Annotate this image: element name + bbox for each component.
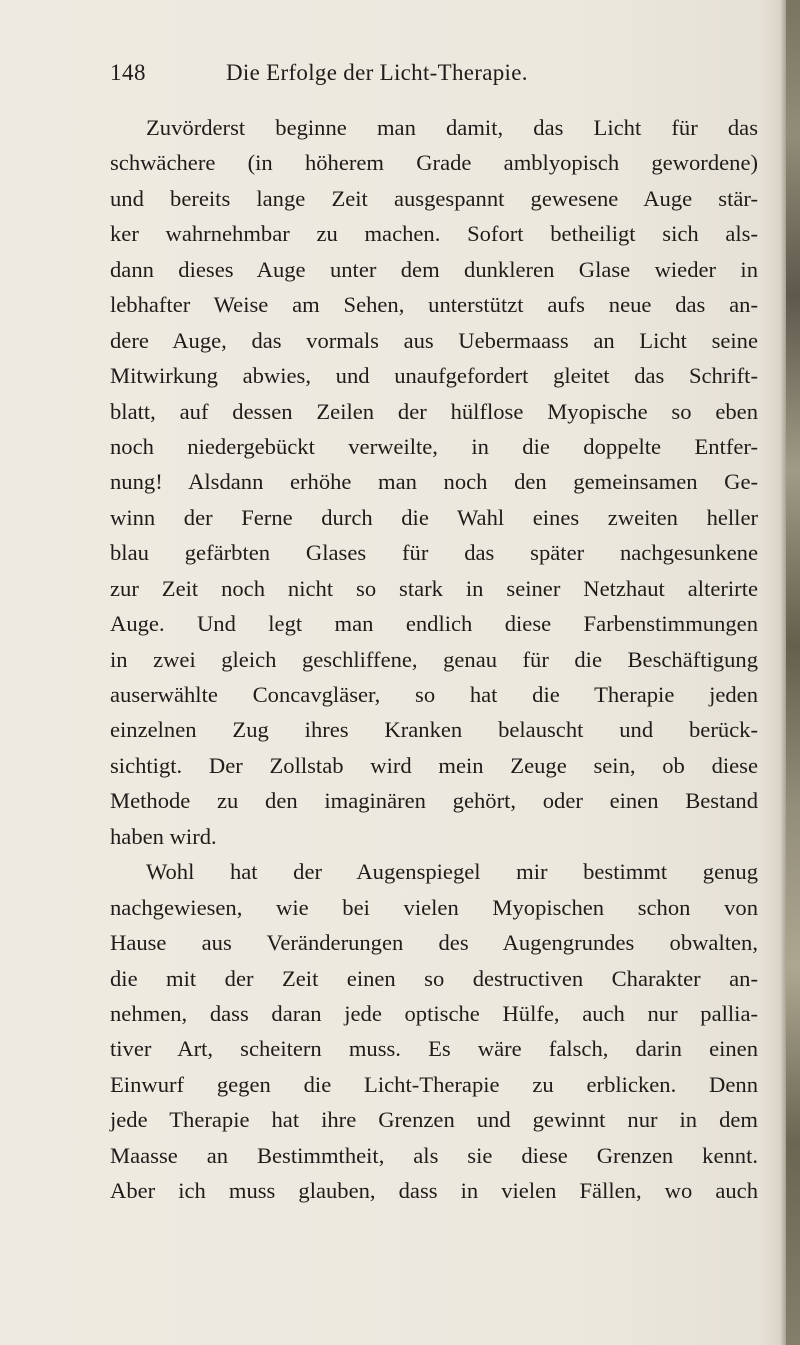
text-line: und bereits lange Zeit ausgespannt gewesene Auge stär-	[110, 185, 758, 211]
text-line: Mitwirkung abwies, und unaufgefordert gleitet das Schrift-	[110, 363, 758, 389]
text-line: dann dieses Auge unter dem dunkleren Glase wieder in	[110, 256, 758, 282]
text-line: Methode zu den imaginären gehört, oder einen Bestand	[110, 788, 758, 814]
body-text	[110, 110, 758, 1209]
text-line: die mit der Zeit einen so destructiven Charakter an-	[110, 965, 758, 991]
text-line: noch niedergebückt verweilte, in die doppelte Entfer-	[110, 433, 758, 459]
text-line: einzelnen Zug ihres Kranken belauscht und berück-	[110, 717, 758, 743]
text-line: Zuvörderst beginne man damit, das Licht für das	[146, 115, 758, 140]
text-line: schwächere (in höherem Grade amblyopisch gewordene)	[110, 150, 758, 176]
text-line: haben wird.	[110, 823, 217, 849]
text-line: Aber ich muss glauben, dass in vielen Fällen, wo auch	[110, 1178, 758, 1204]
text-line: jede Therapie hat ihre Grenzen und gewinnt nur in dem	[110, 1107, 758, 1133]
text-line: Maasse an Bestimmtheit, als sie diese Grenzen kennt.	[110, 1142, 758, 1168]
text-line: Wohl hat der Augenspiegel mir bestimmt genug	[146, 859, 758, 885]
text-line: Einwurf gegen die Licht-Therapie zu erblicken. Denn	[110, 1071, 758, 1097]
text-line: lebhafter Weise am Sehen, unterstützt aufs neue das an-	[110, 292, 758, 318]
text-line: Hause aus Veränderungen des Augengrundes obwalten,	[110, 930, 758, 956]
text-line: ker wahrnehmbar zu machen. Sofort betheiligt sich als-	[110, 221, 758, 247]
text-line: Auge. Und legt man endlich diese Farbenstimmungen	[110, 611, 758, 637]
text-line: nehmen, dass daran jede optische Hülfe, auch nur pallia-	[110, 1000, 758, 1026]
book-edge	[786, 0, 800, 1345]
text-line: blau gefärbten Glases für das später nachgesunkene	[110, 540, 758, 566]
page-header	[110, 60, 770, 100]
text-line: dere Auge, das vormals aus Uebermaass an Licht seine	[110, 327, 758, 353]
text-line: nung! Alsdann erhöhe man noch den gemeinsamen Ge-	[110, 469, 758, 495]
text-line: winn der Ferne durch die Wahl eines zweiten heller	[110, 504, 758, 530]
text-line: zur Zeit noch nicht so stark in seiner Netzhaut alterirte	[110, 575, 758, 601]
text-line: auserwählte Concavgläser, so hat die Therapie jeden	[110, 682, 758, 707]
text-line: sichtigt. Der Zollstab wird mein Zeuge sein, ob diese	[110, 752, 758, 778]
running-title: Die Erfolge der Licht-Therapie.	[226, 60, 528, 85]
page-number: 148	[110, 60, 146, 85]
text-line: tiver Art, scheitern muss. Es wäre falsch, darin einen	[110, 1036, 758, 1062]
text-line: in zwei gleich geschliffene, genau für die Beschäftigung	[110, 646, 758, 672]
text-line: nachgewiesen, wie bei vielen Myopischen schon von	[110, 894, 758, 920]
text-line: blatt, auf dessen Zeilen der hülflose Myopische so eben	[110, 398, 758, 424]
